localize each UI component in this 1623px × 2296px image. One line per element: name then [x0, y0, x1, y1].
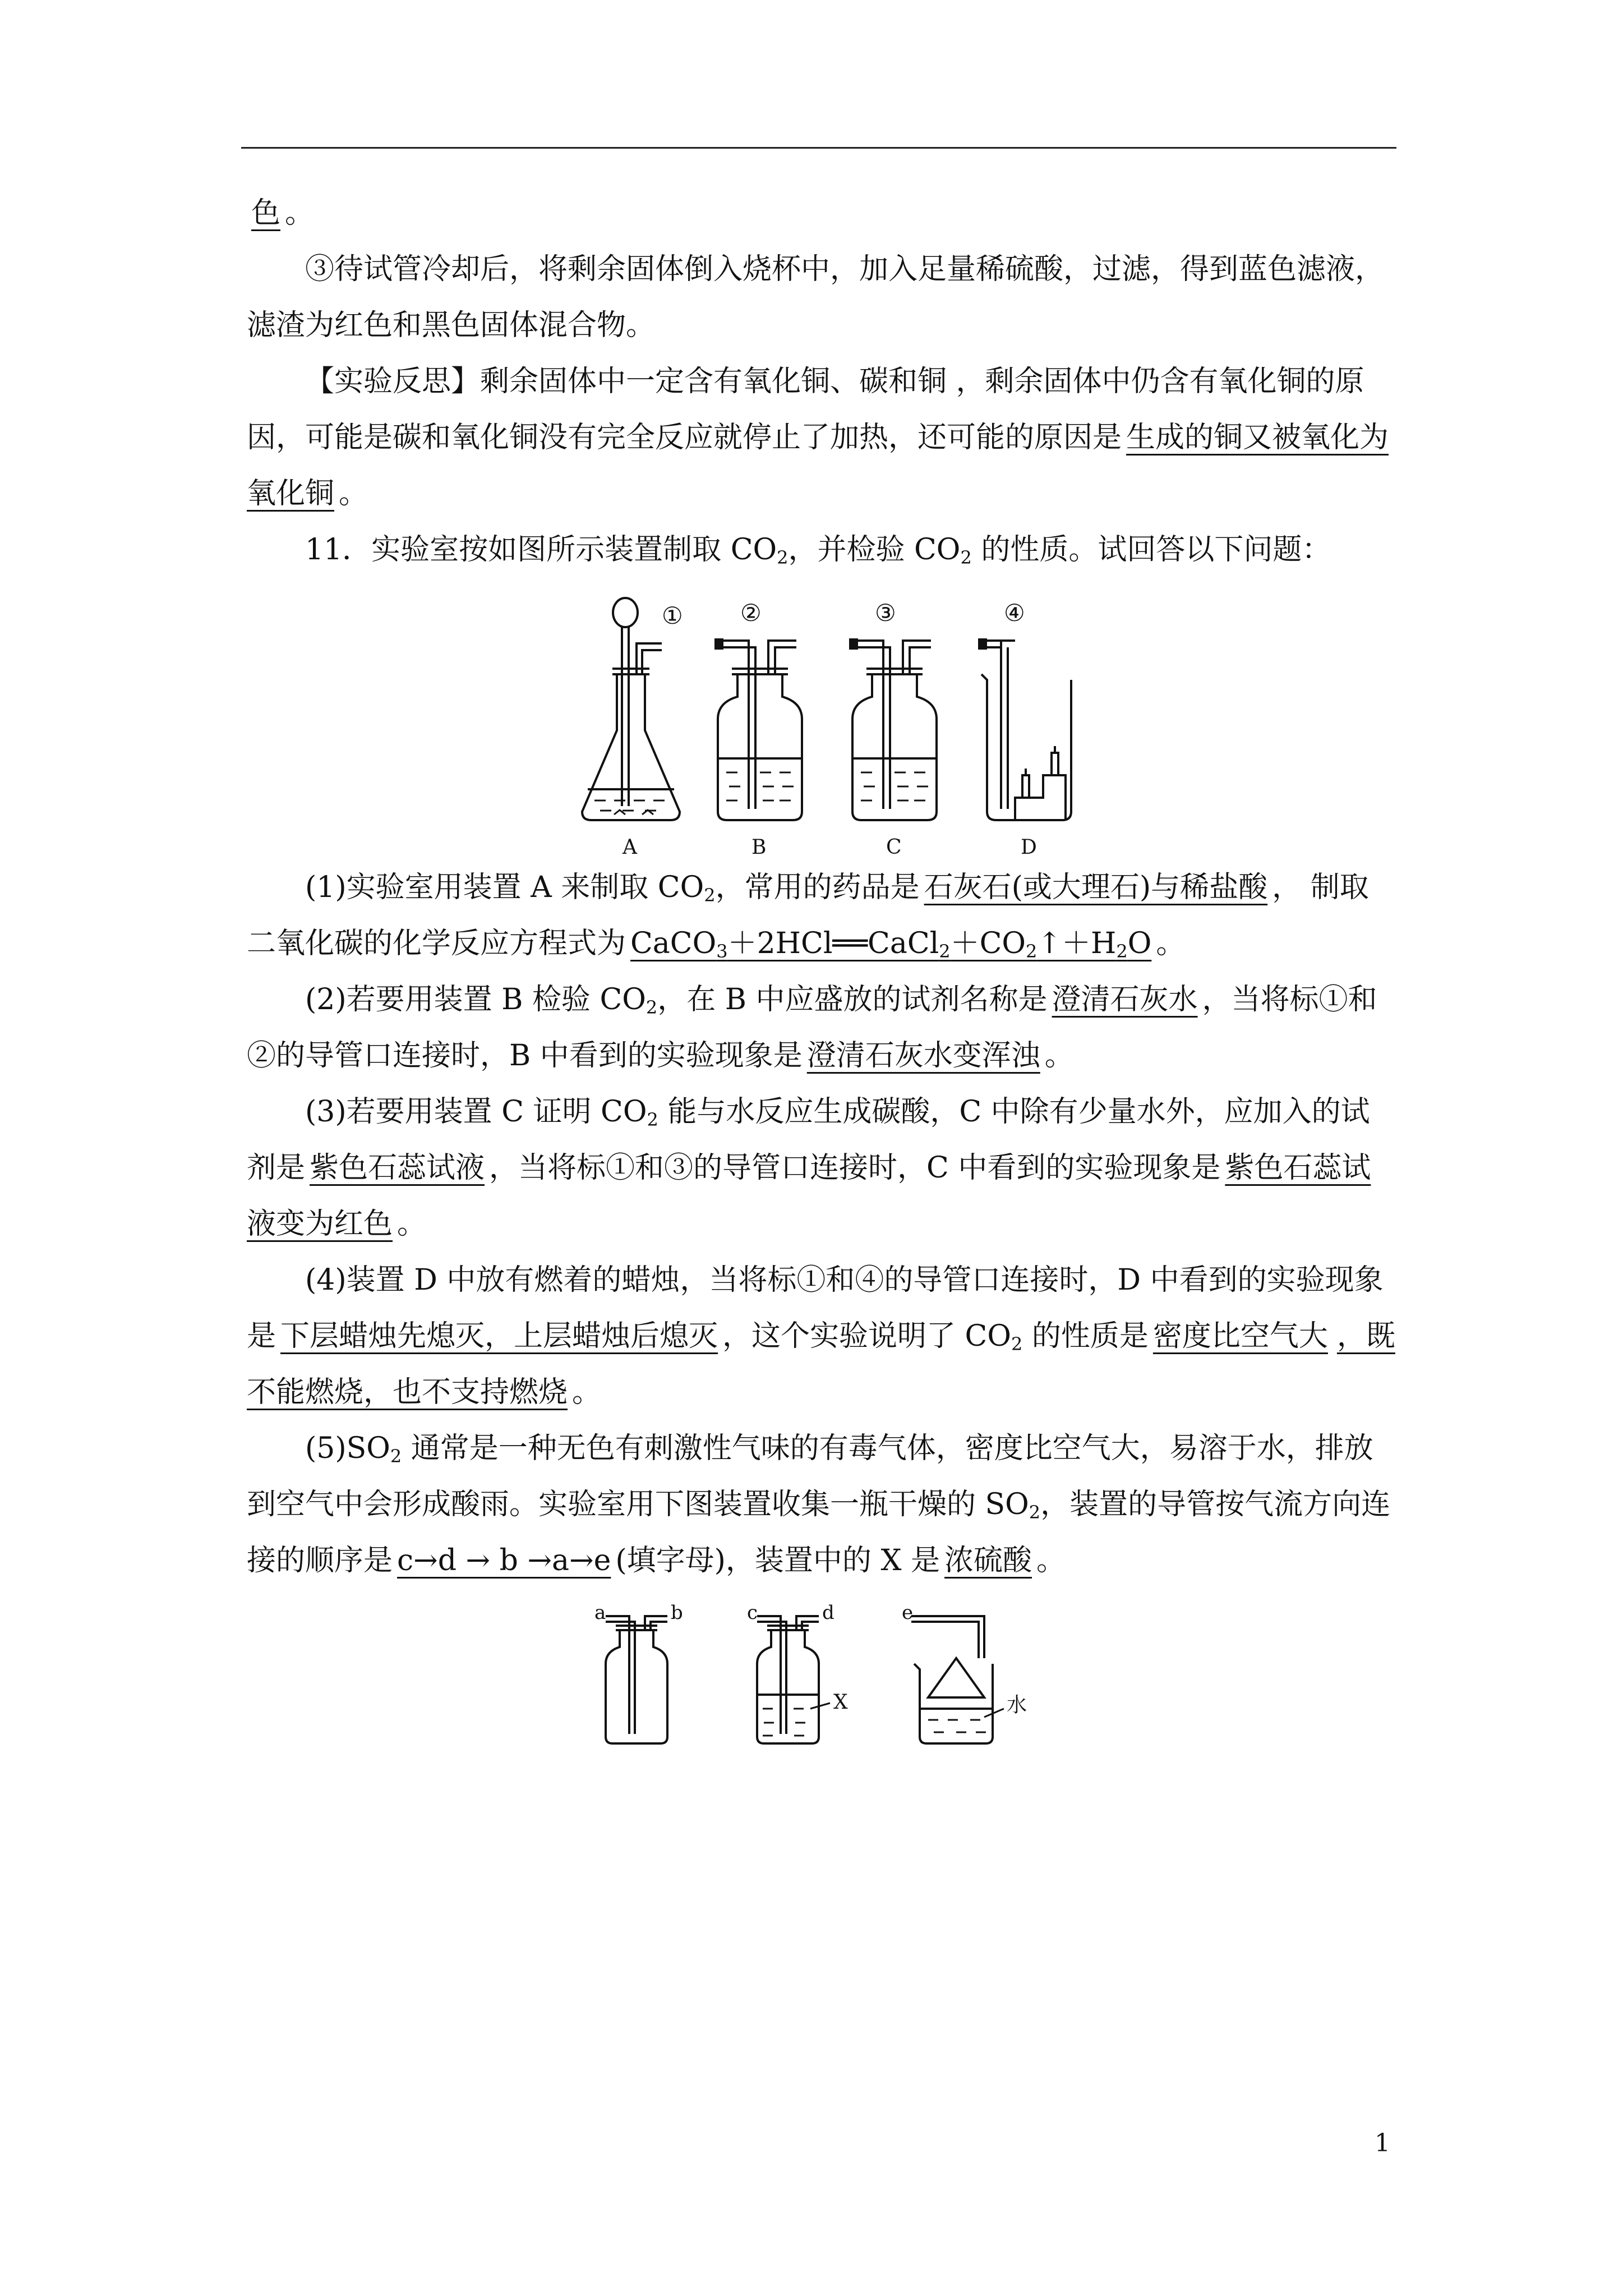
answer-blank: ，既不能燃烧，也不支持燃烧	[247, 1319, 1395, 1409]
question-11-part-5: $(5)SO_2$ 通常是一种无色有刺激性气味的有毒气体，密度比空气大，易溶于水，排放到空气中会形成酸雨。实验室用下图装置收集一瓶干燥的 $SO_2$，装置的导管按气流方向连接的顺序是 c→d → b →a→e (填字母)，装置中的 X 是 浓硫酸 。	[247, 1432, 1391, 1577]
label-c: c	[747, 1602, 758, 1624]
page-number: 1	[1375, 2129, 1390, 2157]
question-11-part-2: (2)若要用装置 B 检验 $CO_2$，在 B 中应盛放的试剂名称是 澄清石灰水 ，当将标①和②的导管口连接时，B 中看到的实验现象是 澄清石灰水变浑浊 。	[247, 983, 1377, 1073]
answer-blank: 紫色石蕊试液变为红色	[247, 1151, 1371, 1241]
answer-blank: 澄清石灰水	[1052, 983, 1198, 1016]
paragraph-step3: ③待试管冷却后，将剩余固体倒入烧杯中，加入足量稀硫酸，过滤，得到蓝色滤液，滤渣为红色和黑色固体混合物。	[247, 252, 1385, 342]
bottle-cd-washing	[757, 1616, 830, 1743]
apparatus-d-beaker	[979, 639, 1071, 820]
apparatus-b-bottle	[716, 639, 802, 820]
answer-blank: c→d → b →a→e	[397, 1544, 611, 1577]
label-d: d	[822, 1602, 834, 1624]
answer-blank: 澄清石灰水变浑浊	[806, 1039, 1040, 1073]
answer-blank: 生成的铜又被氧化为氧化铜	[247, 421, 1389, 510]
apparatus-figure-2	[589, 1602, 1094, 1748]
label-c: C	[886, 836, 902, 859]
label-b: B	[751, 836, 767, 859]
apparatus-figure-1	[572, 590, 1077, 859]
label-x: X	[833, 1691, 848, 1714]
answer-blank: 石灰石(或大理石)与稀盐酸	[924, 871, 1268, 904]
question-11-stem: 11．实验室按如图所示装置制取 $CO_2$，并检验 $CO_2$ 的性质。试回答以下问题：	[305, 533, 1331, 568]
label-a: A	[623, 836, 637, 859]
label-b: b	[671, 1602, 683, 1624]
question-11-part-3: (3)若要用装置 C 证明 $CO_2$ 能与水反应生成碳酸，C 中除有少量水外，应加入的试剂是 紫色石蕊试液 ，当将标①和③的导管口连接时，C 中看到的实验现象是 紫色石蕊试液变为红色 。	[247, 1095, 1371, 1241]
reflection-label: 【实验反思】	[305, 365, 481, 398]
answer-blank: 紫色石蕊试液	[310, 1151, 485, 1185]
question-11-part-4: (4)装置 D 中放有燃着的蜡烛，当将标①和④的导管口连接时，D 中看到的实验现象是 下层蜡烛先熄灭，上层蜡烛后熄灭 ，这个实验说明了 $CO_2$ 的性质是 密度比空气大 ，既不能燃烧，也不支持燃烧 。	[247, 1263, 1395, 1409]
label-e: e	[902, 1602, 914, 1624]
paragraph-reflection: 【实验反思】剩余固体中一定含有氧化铜、碳和铜 ，剩余固体中仍含有氧化铜的原因，可能是碳和氧化铜没有完全反应就停止了加热，还可能的原因是 生成的铜又被氧化为氧化铜 。	[247, 365, 1389, 510]
marker-1: ①	[662, 602, 683, 629]
bottle-ab	[606, 1616, 667, 1743]
document-body	[247, 185, 1396, 1748]
beaker-funnel-water	[911, 1616, 1004, 1743]
question-11-part-1: (1)实验室用装置 A 来制取 $CO_2$，常用的药品是 石灰石(或大理石)与稀盐酸 ， 制取二氧化碳的化学反应方程式为 $CaCO_3+2HCl══CaCl_2+CO_2↑+H_2O$ 。	[247, 871, 1369, 962]
header-rule	[241, 147, 1396, 149]
apparatus-a-flask	[582, 598, 680, 820]
answer-equation: $CaCO_3+2HCl══CaCl_2+CO_2↑+H_2O$	[630, 927, 1152, 962]
marker-4: ④	[1004, 599, 1025, 627]
apparatus-c-bottle	[850, 639, 937, 820]
answer-blank: 色	[251, 196, 281, 230]
label-water: 水	[1007, 1694, 1027, 1717]
label-d: D	[1021, 836, 1037, 859]
answer-blank: 浓硫酸	[944, 1544, 1032, 1577]
marker-3: ③	[875, 599, 896, 627]
answer-blank: 密度比空气大	[1152, 1319, 1328, 1353]
answer-blank: 下层蜡烛先熄灭，上层蜡烛后熄灭	[280, 1319, 718, 1353]
paragraph-color-answer: 色 。	[247, 185, 1396, 241]
label-a: a	[594, 1602, 606, 1624]
marker-2: ②	[740, 599, 762, 627]
